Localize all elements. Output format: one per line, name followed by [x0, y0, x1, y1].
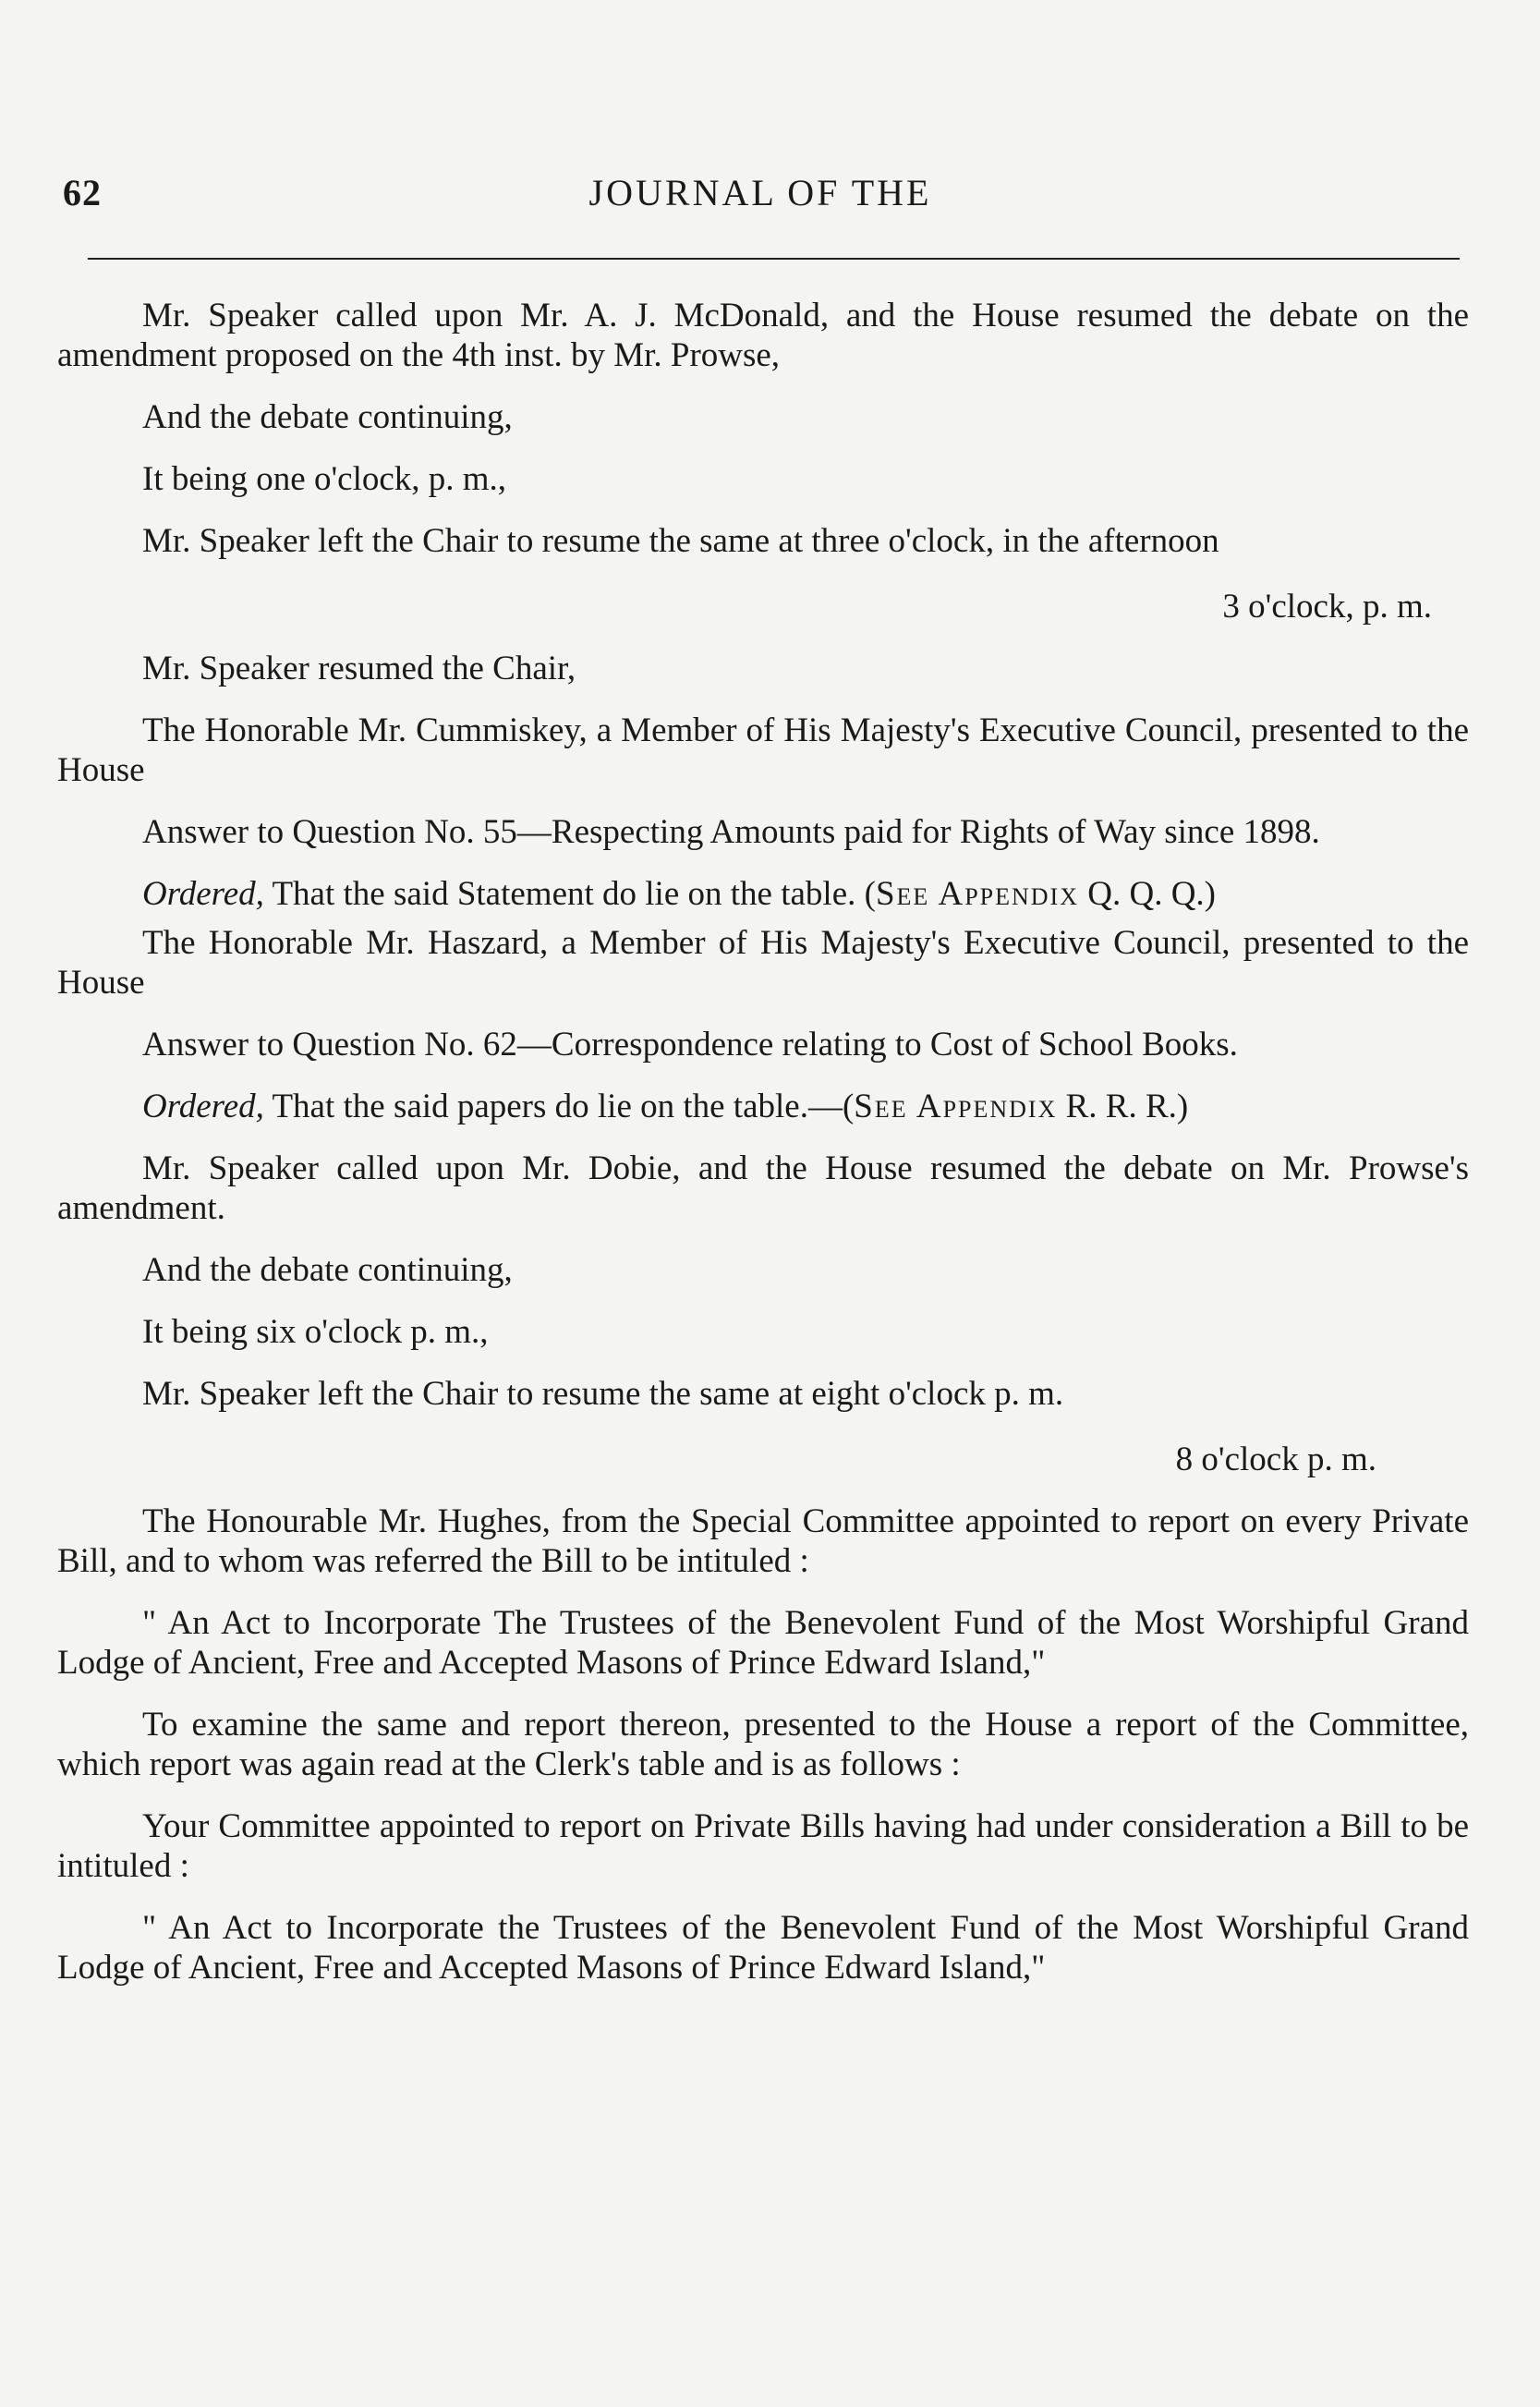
paragraph: Mr. Speaker called upon Mr. A. J. McDonald, and the House resumed the debate on the amendment proposed on the 4th inst. by Mr. Prowse, [57, 297, 1469, 374]
paragraph: Answer to Question No. 62—Correspondence relating to Cost of School Books. [142, 1026, 1238, 1064]
page-body [57, 296, 1469, 2010]
ordered-label: Ordered, [142, 1088, 264, 1125]
paragraph: It being six o'clock p. m., [142, 1313, 489, 1351]
ordered-text: That the said Statement do lie on the table. ( [263, 875, 876, 913]
ordered-paragraph [57, 1087, 1469, 1126]
paragraph: It being one o'clock, p. m., [142, 460, 507, 498]
appendix-code: R. R. R.) [1057, 1088, 1189, 1125]
paragraph: To examine the same and report thereon, presented to the House a report of the Committee, which report was again read at the Clerk's table and is as follows : [57, 1706, 1469, 1783]
bill-title: " An Act to Incorporate The Trustees of the Benevolent Fund of the Most Worshipful Grand Lodge of Ancient, Free and Accepted Masons of Prince Edward Island," [57, 1604, 1469, 1682]
paragraph: And the debate continuing, [142, 1251, 513, 1289]
paragraph: Mr. Speaker left the Chair to resume the same at eight o'clock p. m. [142, 1375, 1064, 1413]
time-heading: 8 o'clock p. m. [1175, 1441, 1376, 1478]
paragraph: The Honorable Mr. Cummiskey, a Member of His Majesty's Executive Council, presented to the House [57, 711, 1469, 789]
appendix-code: Q. Q. Q.) [1079, 875, 1216, 913]
page-header [63, 171, 1458, 226]
paragraph: Answer to Question No. 55—Respecting Amounts paid for Rights of Way since 1898. [142, 813, 1320, 851]
header-rule [88, 258, 1460, 260]
paragraph: The Honorable Mr. Haszard, a Member of His Majesty's Executive Council, presented to the House [57, 924, 1469, 1002]
running-head: JOURNAL OF THE [588, 172, 932, 213]
paragraph: And the debate continuing, [142, 398, 513, 436]
ordered-text: That the said papers do lie on the table.—( [263, 1088, 855, 1125]
paragraph: The Honourable Mr. Hughes, from the Special Committee appointed to report on every Private Bill, and to whom was referred the Bill to be intituled : [57, 1502, 1469, 1580]
appendix-reference: See Appendix [875, 875, 1079, 913]
paragraph: Your Committee appointed to report on Private Bills having had under consideration a Bill to be intituled : [57, 1807, 1469, 1885]
page-number: 62 [63, 172, 102, 213]
paragraph: Mr. Speaker resumed the Chair, [142, 650, 576, 687]
time-heading: 3 o'clock, p. m. [1222, 588, 1432, 626]
ordered-label: Ordered, [142, 875, 264, 913]
paragraph: Mr. Speaker left the Chair to resume the same at three o'clock, in the afternoon [142, 522, 1219, 560]
paragraph: Mr. Speaker called upon Mr. Dobie, and the House resumed the debate on Mr. Prowse's amendment. [57, 1149, 1469, 1227]
appendix-reference: See Appendix [854, 1088, 1058, 1125]
bill-title: " An Act to Incorporate the Trustees of the Benevolent Fund of the Most Worshipful Grand Lodge of Ancient, Free and Accepted Masons of Prince Edward Island," [57, 1909, 1469, 1987]
ordered-paragraph [57, 874, 1469, 914]
